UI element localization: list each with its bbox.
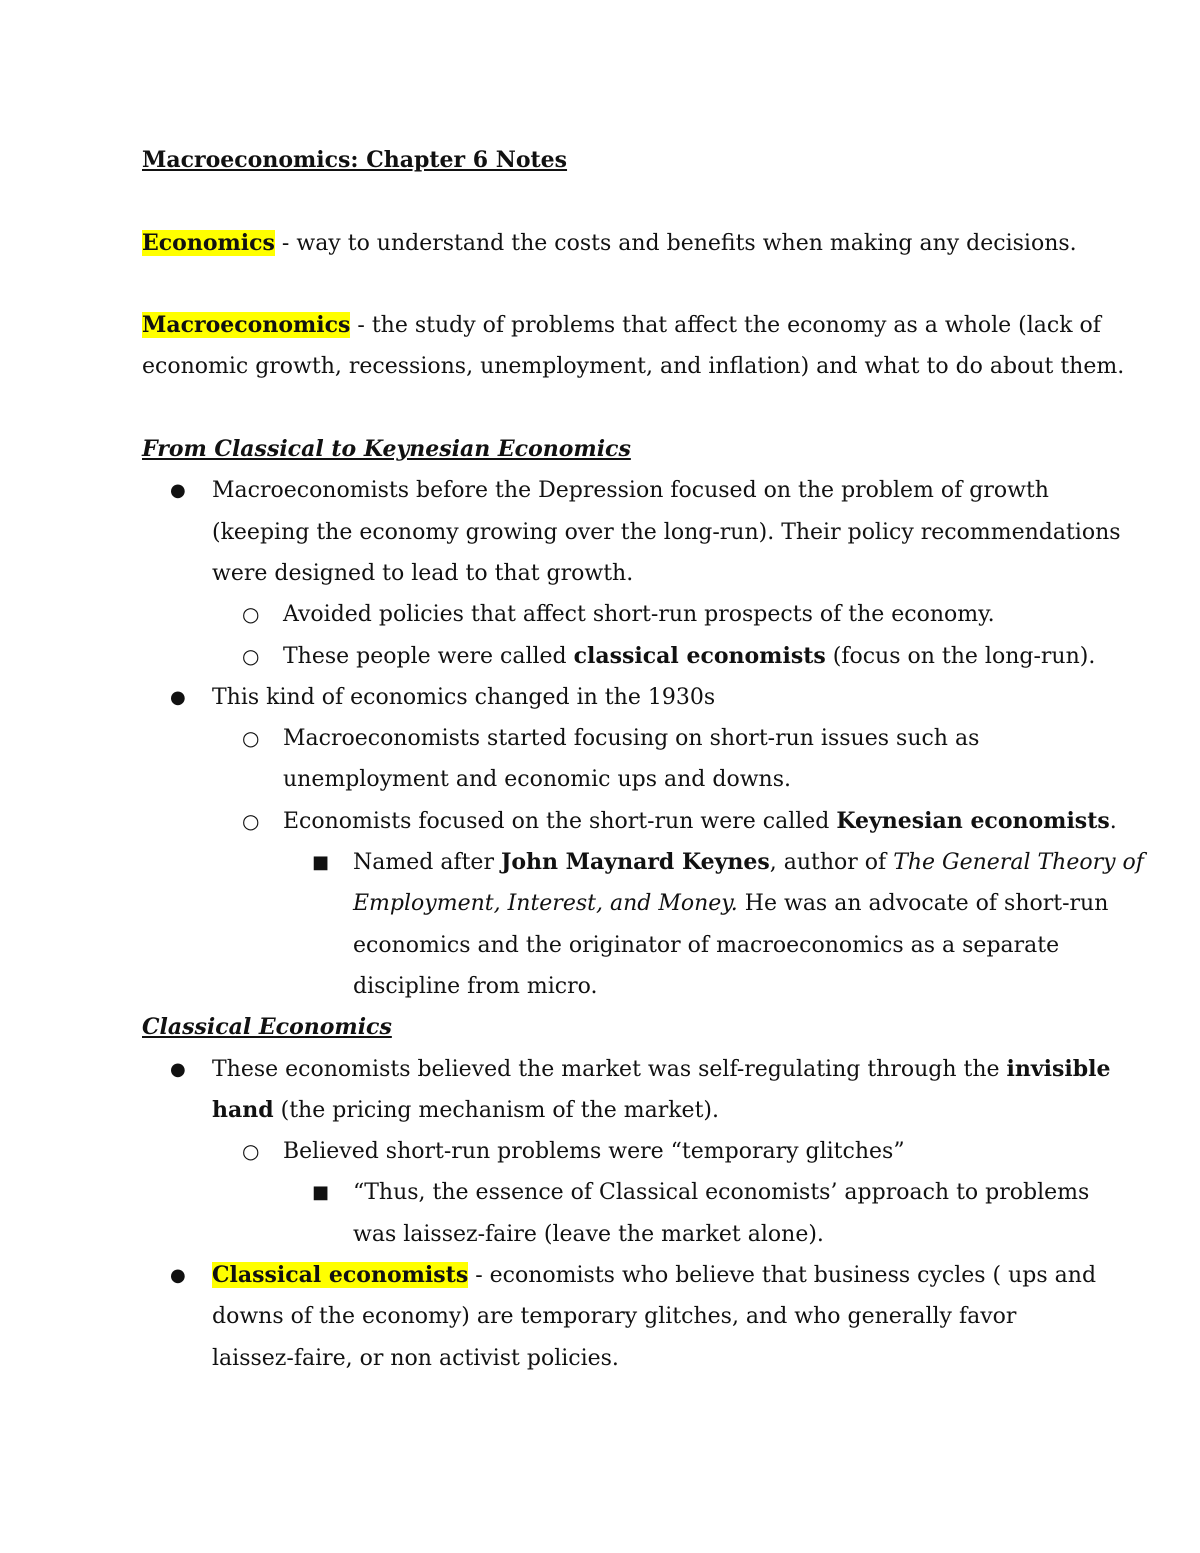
list-item bbox=[142, 677, 1062, 718]
bold-term-invisible-hand: invisible bbox=[1006, 1055, 1111, 1082]
list-item-text: Macroeconomists started focusing on short-run issues such as bbox=[283, 726, 980, 752]
list-item bbox=[142, 594, 1062, 635]
definition-economics-text: - way to understand the costs and benefits when making any decisions. bbox=[274, 230, 1077, 256]
definition-macroeconomics-text: - the study of problems that affect the economy as a whole (lack of bbox=[350, 313, 1101, 339]
term-classical-economists: Classical economists bbox=[212, 1262, 469, 1289]
list-item bbox=[142, 1255, 1097, 1379]
bullet-square-icon: ■ bbox=[312, 1182, 330, 1204]
list-item-text: were designed to lead to that growth. bbox=[212, 560, 634, 586]
list-item-text: (keeping the economy growing over the long-run). Their policy recommendations bbox=[212, 519, 1121, 545]
list-item bbox=[142, 470, 1121, 594]
bold-name-keynes: John Maynard Keynes bbox=[500, 849, 770, 876]
page-title: Macroeconomics: Chapter 6 Notes bbox=[142, 147, 568, 173]
bullet-hollow-circle-icon: ○ bbox=[242, 602, 260, 627]
list-item-text bbox=[212, 1090, 1062, 1131]
bold-term-classical-economists: classical economists bbox=[573, 642, 826, 669]
term-macroeconomics: Macroeconomics bbox=[142, 312, 351, 339]
list-item bbox=[142, 718, 1062, 801]
bold-term-invisible-hand: hand bbox=[212, 1096, 274, 1123]
definition-macroeconomics bbox=[142, 305, 1101, 346]
bullet-filled-circle-icon: ● bbox=[170, 480, 186, 502]
text-span: . bbox=[1109, 808, 1117, 834]
list-item-text: Macroeconomists before the Depression focused on the problem of growth bbox=[212, 478, 1049, 504]
list-item bbox=[142, 842, 1144, 1007]
text-span: - economists who believe that business cycles ( ups and bbox=[468, 1263, 1097, 1289]
text-span: These economists believed the market was self-regulating through the bbox=[212, 1056, 1007, 1082]
definition-macroeconomics-line2: economic growth, recessions, unemployment, and inflation) and what to do about them. bbox=[142, 354, 1125, 380]
spacer bbox=[142, 264, 1062, 305]
section-heading-classical-to-keynesian: From Classical to Keynesian Economics bbox=[142, 436, 631, 463]
list-item-text bbox=[283, 636, 1096, 677]
document-page bbox=[142, 140, 1144, 1379]
bold-term-keynesian-economists: Keynesian economists bbox=[836, 807, 1110, 834]
list-item-text: laissez-faire, or non activist policies. bbox=[212, 1345, 619, 1371]
text-span: , author of bbox=[769, 850, 894, 876]
term-economics: Economics bbox=[142, 229, 275, 256]
bullet-filled-circle-icon: ● bbox=[170, 1058, 186, 1080]
list-item bbox=[142, 1049, 1111, 1132]
list-item-text bbox=[212, 1049, 1111, 1090]
list-item bbox=[142, 1172, 1090, 1255]
bullet-filled-circle-icon: ● bbox=[170, 1265, 186, 1287]
text-span: These people were called bbox=[283, 643, 574, 669]
bullet-hollow-circle-icon: ○ bbox=[242, 726, 260, 751]
list-item-text bbox=[353, 842, 1144, 883]
list-item bbox=[142, 1131, 1062, 1172]
list-item-text bbox=[353, 883, 1109, 924]
list-item-text: This kind of economics changed in the 1930s bbox=[212, 684, 716, 710]
text-span: (focus on the long-run). bbox=[825, 643, 1096, 669]
list-item-text: “Thus, the essence of Classical economists’ approach to problems bbox=[353, 1180, 1090, 1206]
list-item-text bbox=[283, 801, 1117, 842]
list-item-text: discipline from micro. bbox=[353, 973, 598, 999]
list-item-text: unemployment and economic ups and downs. bbox=[283, 767, 791, 793]
spacer bbox=[142, 388, 1062, 429]
bullet-hollow-circle-icon: ○ bbox=[242, 1139, 260, 1164]
list-item-text: Avoided policies that affect short-run prospects of the economy. bbox=[283, 602, 995, 628]
bullet-filled-circle-icon: ● bbox=[170, 686, 186, 708]
bullet-square-icon: ■ bbox=[312, 852, 330, 874]
list-item-text: economics and the originator of macroeconomics as a separate bbox=[353, 932, 1060, 958]
section-heading-classical-economics: Classical Economics bbox=[142, 1014, 392, 1041]
definition-economics bbox=[142, 223, 1077, 264]
list-item-text bbox=[212, 1255, 1097, 1296]
italic-book-title: Employment, Interest, and Money. bbox=[353, 891, 738, 917]
bullet-hollow-circle-icon: ○ bbox=[242, 808, 260, 833]
text-span: He was an advocate of short-run bbox=[737, 891, 1109, 917]
text-span: Named after bbox=[353, 850, 501, 876]
text-span: Economists focused on the short-run were called bbox=[283, 808, 837, 834]
list-item-text: Believed short-run problems were “temporary glitches” bbox=[283, 1139, 905, 1165]
text-span: (the pricing mechanism of the market). bbox=[273, 1097, 719, 1123]
list-item bbox=[142, 801, 1117, 842]
list-item bbox=[142, 636, 1096, 677]
bullet-hollow-circle-icon: ○ bbox=[242, 643, 260, 668]
list-item-text: downs of the economy) are temporary glitches, and who generally favor bbox=[212, 1304, 1017, 1330]
list-item-text: was laissez-faire (leave the market alone). bbox=[353, 1221, 824, 1247]
italic-book-title: The General Theory of bbox=[893, 850, 1144, 876]
spacer bbox=[142, 181, 1062, 222]
